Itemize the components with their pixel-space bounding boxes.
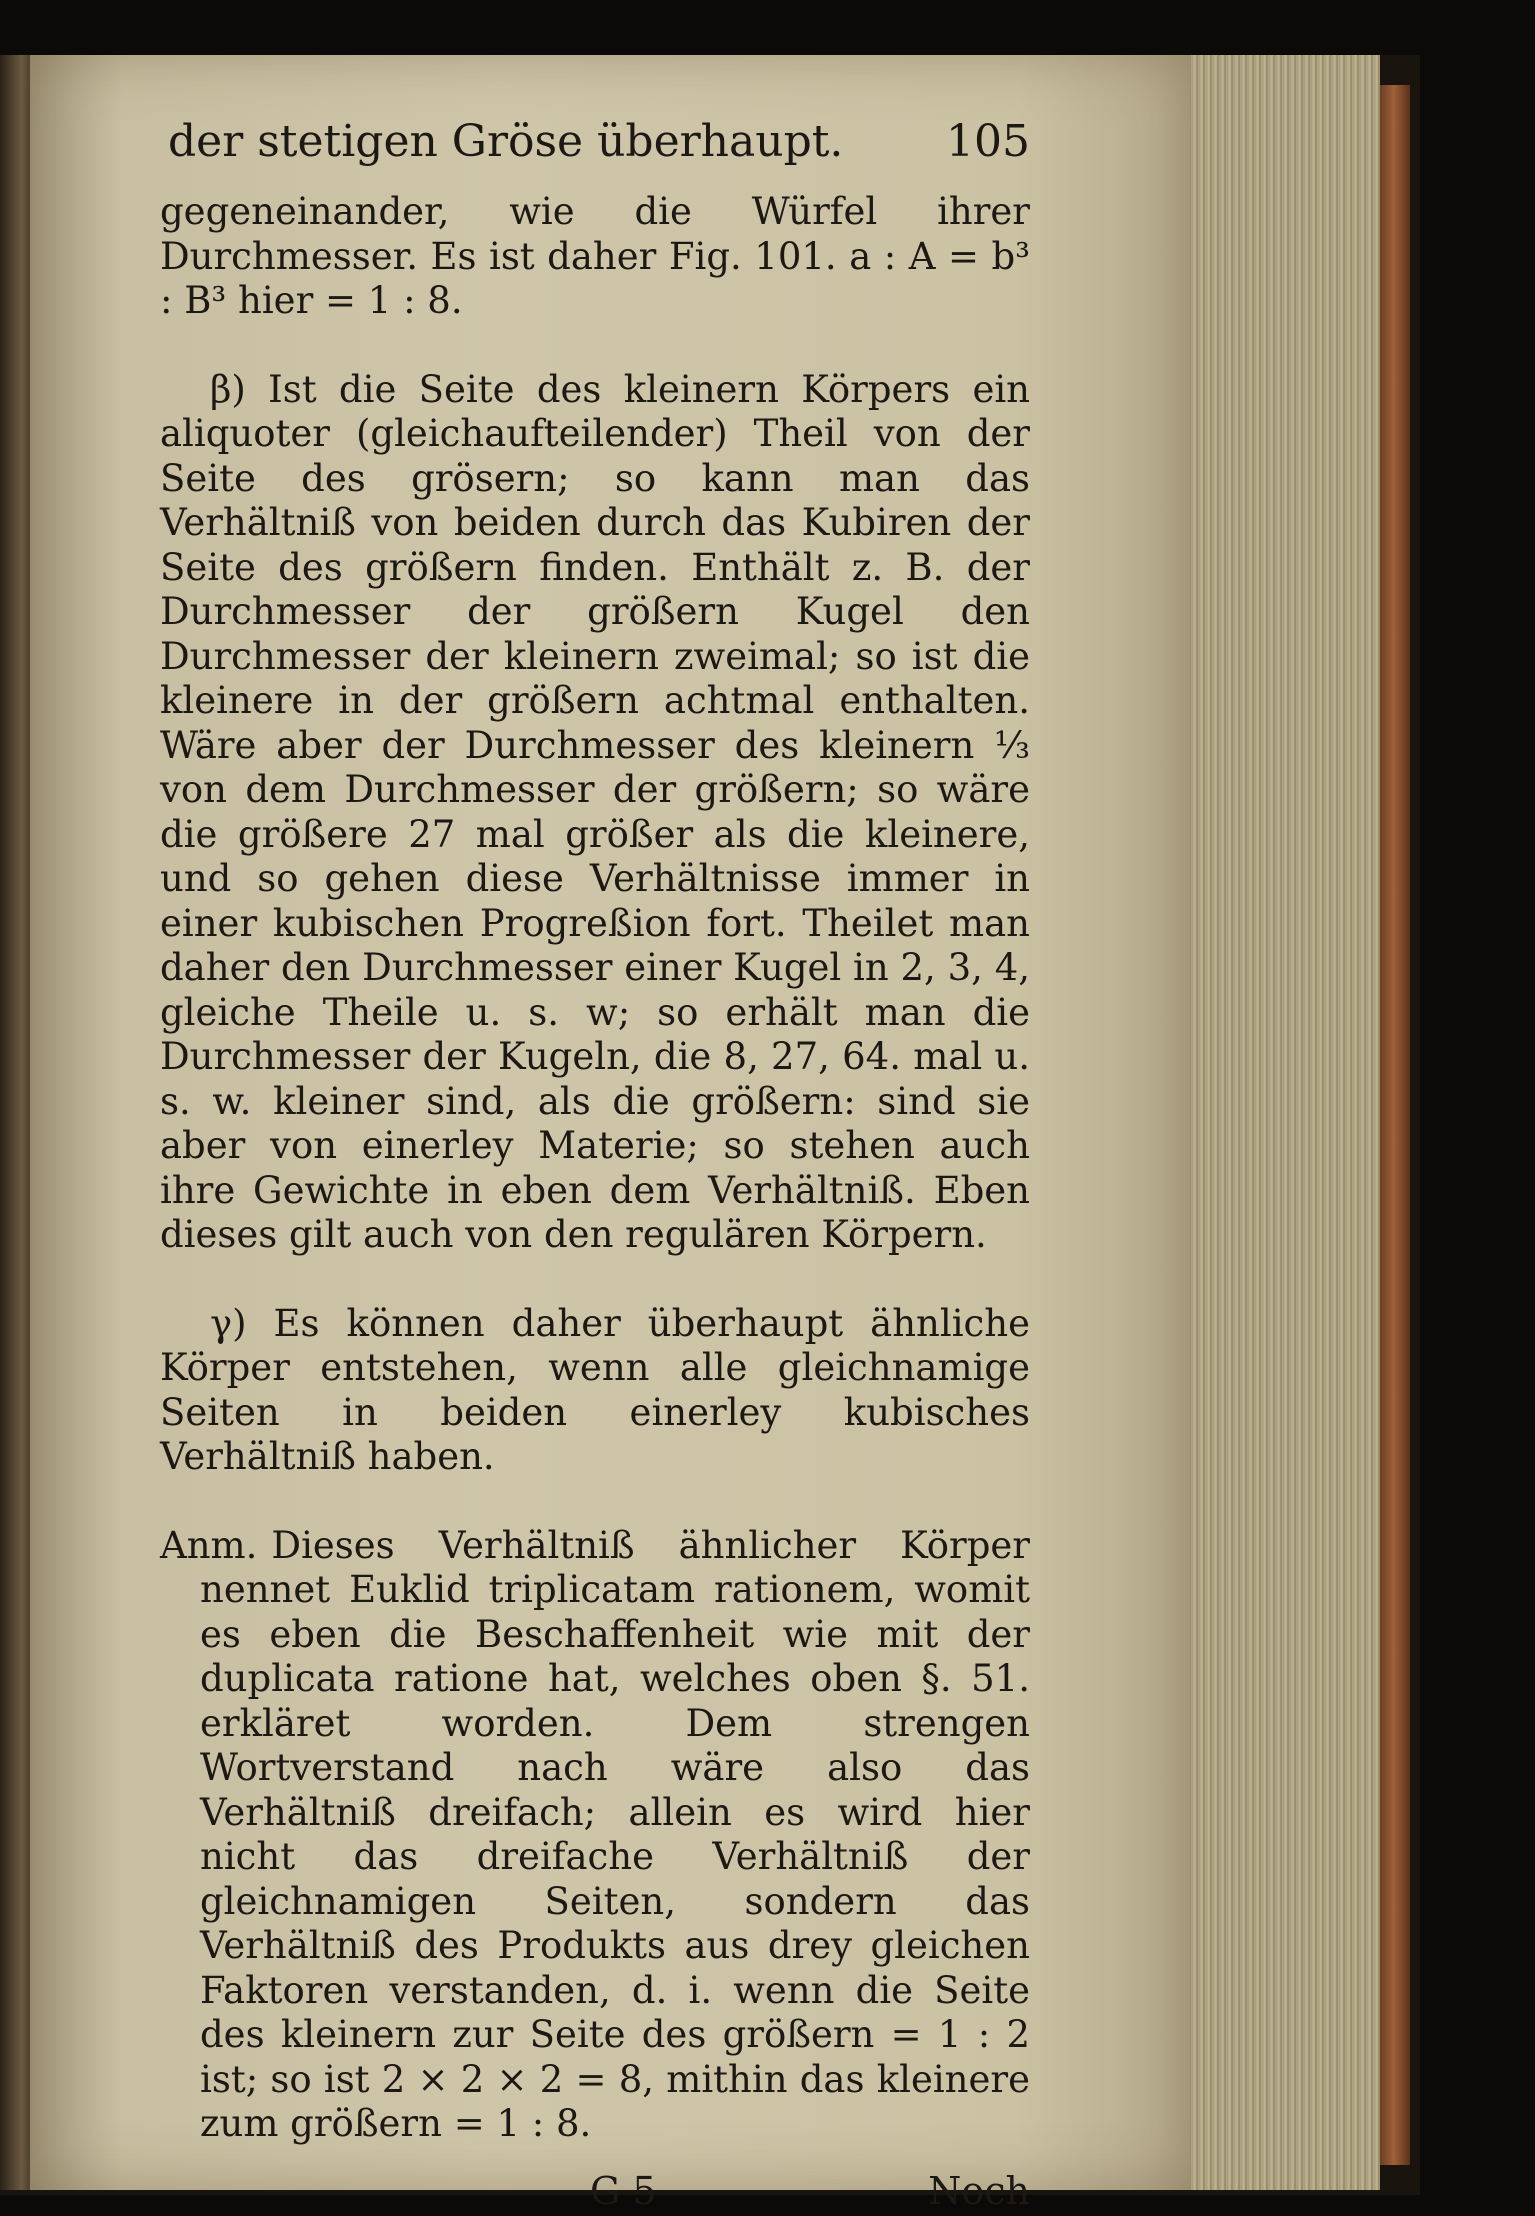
paragraph-gap <box>160 1258 1030 1302</box>
anmerkung-text: Dieses Verhältniß ähnlicher Körper nennet Euklid triplicatam rationem, womit es eben die Beschaffenheit wie mit der duplicata ratione hat, welches oben §. 51. erkläret worden. Dem strengen Wortverstand nach wäre also das Verhältniß dreifach; allein es wird hier nicht das dreifache Verhältniß der gleichnamigen Seiten, sondern das Verhältniß des Produkts aus drey gleichen Faktoren verstanden, d. i. wenn die Seite des kleinern zur Seite des größern = 1 : 2 ist; so ist 2 × 2 × 2 = 8, mithin das kleinere zum größern = 1 : 8. <box>200 1523 1030 2145</box>
paragraph-beta: β) Ist die Seite des kleinern Körpers ein aliquoter (gleichaufteilender) Theil von der Seite des grösern; so kann man das Verhältniß von beiden durch das Kubiren der Seite des größern finden. Enthält z. B. der Durchmesser der größern Kugel den Durchmesser der kleinern zweimal; so ist die kleinere in der größern achtmal enthalten. Wäre aber der Durchmesser des kleinern ⅓ von dem Durchmesser der größern; so wäre die größere 27 mal größer als die kleinere, und so gehen diese Verhältnisse immer in einer kubischen Progreßion fort. Theilet man daher den Durchmesser einer Kugel in 2, 3, 4, gleiche Theile u. s. w; so erhält man die Durchmesser der Kugeln, die 8, 27, 64. mal u. s. w. kleiner sind, als die größern: sind sie aber von einerley Materie; so stehen auch ihre Gewichte in eben dem Verhältniß. Eben dieses gilt auch von den regulären Körpern. <box>160 367 1030 1256</box>
paragraph-anmerkung <box>160 1524 1030 2147</box>
running-header <box>160 116 1030 184</box>
paragraph-gamma: γ) Es können daher überhaupt ähnliche Körper entstehen, wenn alle gleichnamige Seiten in beiden einerley kubisches Verhältniß haben. <box>160 1301 1030 1478</box>
paragraph-gap <box>160 324 1030 368</box>
page-text-block <box>160 116 1030 2213</box>
running-title: der stetigen Gröse überhaupt. <box>168 116 844 167</box>
page-footer <box>160 2169 1030 2214</box>
page-edges-stack <box>1185 55 1380 2190</box>
paragraph-gap <box>160 1480 1030 1524</box>
signature-mark: G 5 <box>590 2168 657 2213</box>
book-cover-edge <box>1380 85 1410 2165</box>
catchword: Noch <box>928 2168 1030 2213</box>
anmerkung-label: Anm. <box>160 1523 258 1567</box>
page-number: 105 <box>946 116 1030 167</box>
paragraph-continuation: gegeneinander, wie die Würfel ihrer Durchmesser. Es ist daher Fig. 101. a : A = b³ : B³ hier = 1 : 8. <box>160 190 1030 322</box>
